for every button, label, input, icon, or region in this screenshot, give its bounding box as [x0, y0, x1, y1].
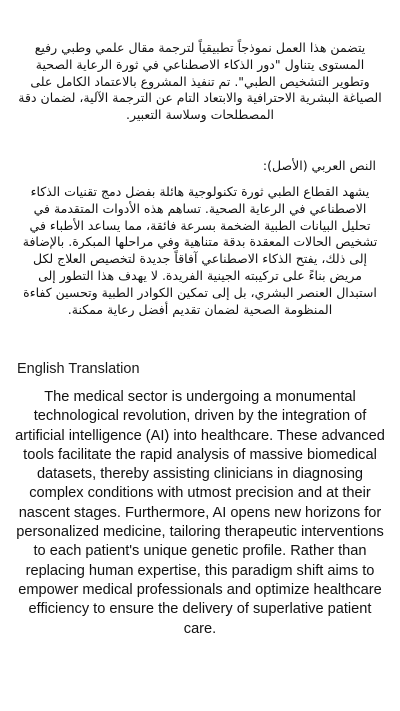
arabic-source-heading: النص العربي (الأصل):: [262, 158, 376, 173]
intro-paragraph: يتضمن هذا العمل نموذجاً تطبيقياً لترجمة مقال علمي وطبي رفيع المستوى يتناول "دور الذكاء الاصطناعي في ثورة الرعاية الصحية وتطوير التشخيص الطبي". تم تنفيذ المشروع بالاعتماد الكامل على الصياغة البشرية الاحترافية والابتعاد التام عن الترجمة الآلية، لضمان دقة المصطلحات وسلاسة التعبير.: [18, 40, 382, 123]
english-translation-paragraph: The medical sector is undergoing a monumental technological revolution, driven by the integration of artificial intelligence (AI) into healthcare. These advanced tools facilitate the rapid analysis of massive biomedical datasets, thereby assisting clinicians in diagnosing complex conditions with utmost precision and at their nascent stages. Furthermore, AI opens new horizons for personalized medicine, tailoring therapeutic interventions to each patient's unique genetic profile. Rather than replacing human expertise, this paradigm shift aims to empower medical professionals and optimize healthcare efficiency to ensure the delivery of superlative patient care.: [15, 389, 385, 637]
arabic-source-paragraph: يشهد القطاع الطبي ثورة تكنولوجية هائلة بفضل دمج تقنيات الذكاء الاصطناعي في الرعاية الصحية. تساهم هذه الأدوات المتقدمة في تحليل البيانات الطبية الضخمة بسرعة فائقة، مما يساعد الأطباء في تشخيص الحالات المعقدة بدقة متناهية وفي مراحلها المبكرة. بالإضافة إلى ذلك، يفتح الذكاء الاصطناعي آفاقاً جديدة لتخصيص العلاج لكل مريض بناءً على تركيبته الجينية الفريدة. لا يهدف هذا التطور إلى استبدال العنصر البشري، بل إلى تمكين الكوادر الطبية وتحسين كفاءة المنظومة الصحية لضمان تقديم أفضل رعاية ممكنة.: [22, 184, 378, 317]
english-translation-heading: English Translation: [17, 361, 140, 377]
